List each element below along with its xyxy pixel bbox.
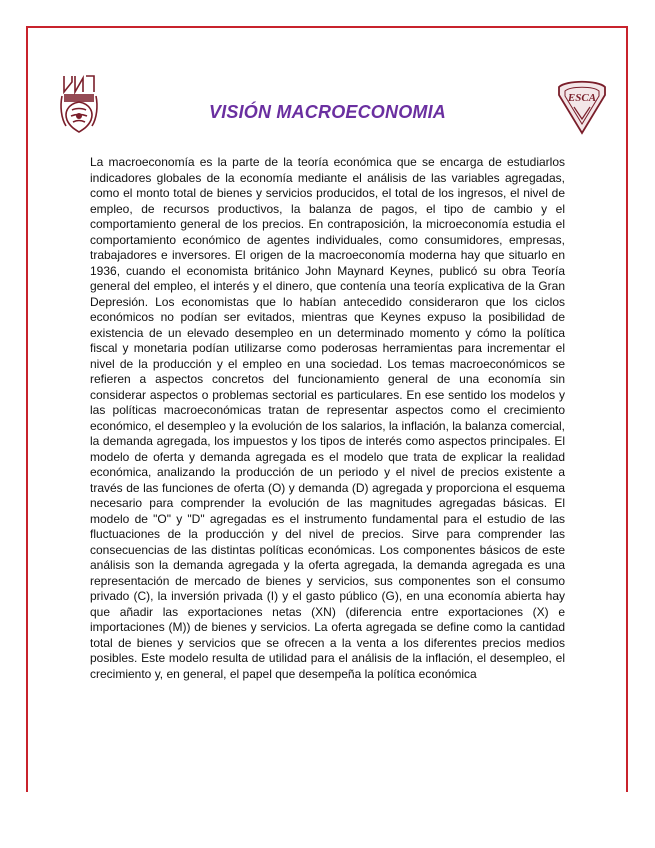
svg-text:ESCA: ESCA	[567, 92, 597, 104]
esca-shield-icon	[556, 77, 608, 135]
body-paragraph: La macroeconomía es la parte de la teoría económica que se encarga de estudiarlos indicadores globales de la economía mediante el análisis de las variables agregadas, como el monto total de bienes y servicios producidos, el total de los ingresos, el nivel de empleo, de recursos productivos, la balanza de pagos, el tipo de cambio y el comportamiento general de los precios. En contraposición, la microeconomía estudia el comportamiento económico de agentes individuales, como consumidores, empresas, trabajadores e inversores. El origen de la macroeconomía moderna hay que situarlo en 1936, cuando el economista británico John Maynard Keynes, publicó su obra Teoría general del empleo, el interés y el dinero, que contenía una teoría explicativa de la Gran Depresión. Los economistas que lo habían antecedido consideraron que los ciclos económicos no podían ser evitados, mientras que Keynes expuso la posibilidad de existencia de un elevado desempleo en un determinado momento y cómo la política fiscal y monetaria podían utilizarse como poderosas herramientas para incrementar el nivel de la producción y el empleo en una sociedad. Los temas macroeconómicos se refieren a aspectos concretos del funcionamiento general de una economía sin considerar aspectos o problemas sectorial es particulares. En ese sentido los modelos y las políticas macroeconómicas tratan de representar aspectos como el crecimiento económico, el desempleo y la evolución de los salarios, la inflación, la balanza comercial, la demanda agregada, los impuestos y los tipos de interés como aspectos principales. El modelo de oferta y demanda agregada es el modelo que trata de explicar la realidad económica, analizando la producción de un periodo y el nivel de precios existente a través de las funciones de oferta (O) y demanda (D) agregada y proporciona el esquema necesario para comprender la evolución de las magnitudes agregadas básicas. El modelo de "O" y "D" agregadas es el instrumento fundamental para el estudio de las fluctuaciones de la producción y del nivel de precios. Sirve para comprender las consecuencias de las distintas políticas económicas. Los componentes básicos de este análisis son la demanda agregada y la oferta agregada, la demanda agregada es una representación de mercado de bienes y servicios, sus componentes son el consumo privado (C), la inversión privada (I) y el gasto público (G), en una economía abierta hay que añadir las exportaciones netas (XN) (diferencia entre exportaciones (X) e importaciones (M)) de bienes y servicios. La oferta agregada se define como la cantidad total de bienes y servicios que se ofrecen a la venta a los diferentes precios medios posibles. Este modelo resulta de utilidad para el análisis de la inflación, el desempleo, el crecimiento y, en general, el papel que desempeña la política económica	[90, 155, 565, 681]
document-title: VISIÓN MACROECONOMIA	[208, 102, 446, 122]
